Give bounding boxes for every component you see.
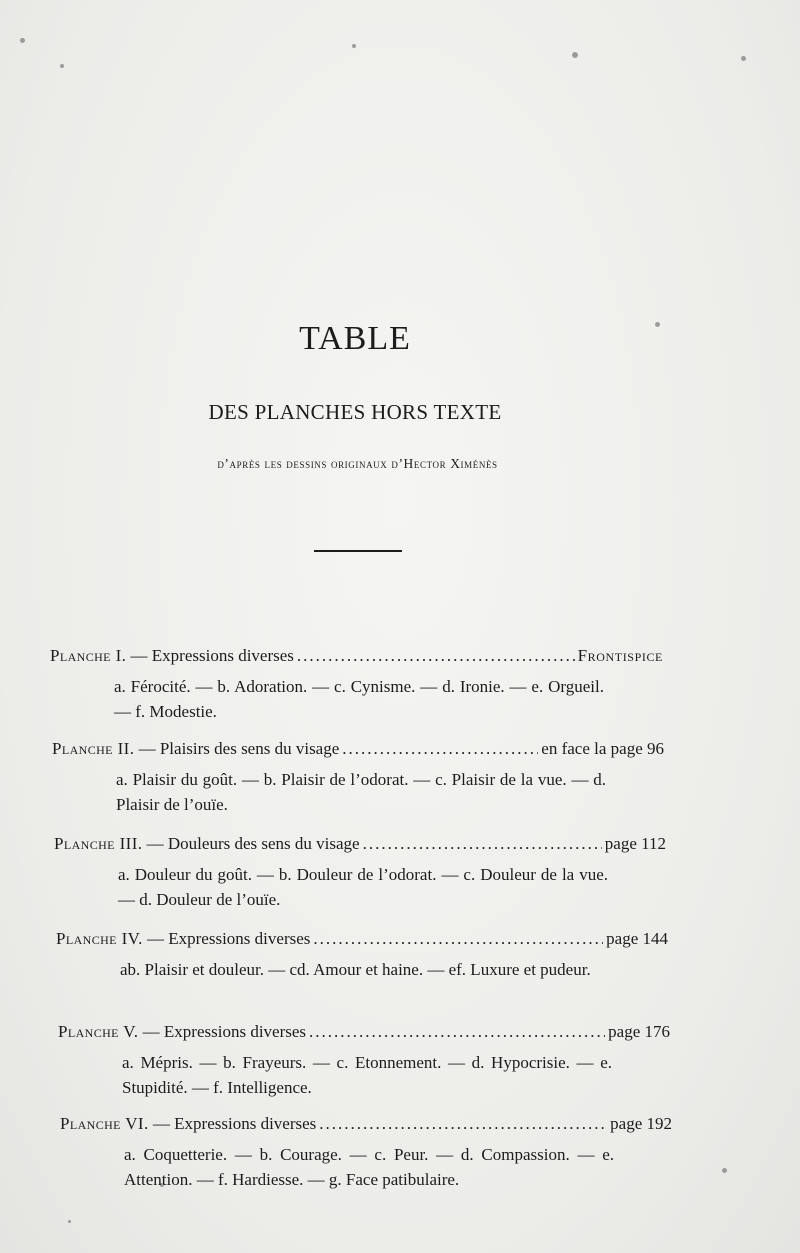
- paper-speck: [741, 56, 746, 61]
- paper-speck: [20, 38, 25, 43]
- plate-description: ab. Plaisir et douleur. — cd. Amour et haine. — ef. Luxure et pudeur.: [120, 960, 591, 979]
- dot-leader: [297, 645, 575, 667]
- paper-speck: [572, 52, 578, 58]
- plate-subject: — Douleurs des sens du visage: [146, 834, 360, 853]
- dot-leader: [363, 833, 602, 855]
- plate-subject: — Expressions diverses: [152, 1114, 317, 1133]
- page-byline: d’après les dessins originaux d’Hector Ximénès: [217, 456, 498, 471]
- entry-heading: [56, 928, 668, 950]
- dot-leader: [342, 738, 538, 760]
- page-reference: page 176: [608, 1022, 670, 1041]
- entry-heading: [50, 645, 663, 667]
- paper-speck: [722, 1168, 727, 1173]
- plate-subject: — Plaisirs des sens du visage: [138, 739, 340, 758]
- page-reference: Frontispice: [577, 646, 663, 665]
- plate-label: Planche VI.: [60, 1114, 149, 1133]
- plate-description: a. Douleur du goût. — b. Douleur de l’odorat. — c. Douleur de la vue. — d. Douleur de l’ouïe.: [118, 865, 608, 909]
- plate-label: Planche II.: [52, 739, 135, 758]
- plate-subject: — Expressions diverses: [142, 1022, 307, 1041]
- plate-description: a. Mépris. — b. Frayeurs. — c. Etonnement. — d. Hypocrisie. — e. Stupidité. — f. Intelligence.: [122, 1053, 612, 1097]
- list-item: [50, 645, 663, 724]
- plate-label: Planche III.: [54, 834, 143, 853]
- paper-speck: [60, 64, 64, 68]
- plate-label: Planche IV.: [56, 929, 143, 948]
- list-item: [56, 928, 668, 982]
- list-item: [60, 1113, 672, 1192]
- plate-subject: — Expressions diverses: [147, 929, 311, 948]
- page-reference: en face la page 96: [541, 739, 664, 758]
- plate-description: a. Férocité. — b. Adoration. — c. Cynisme. — d. Ironie. — e. Orgueil. — f. Modestie.: [114, 677, 604, 721]
- paper-speck: [68, 1220, 71, 1223]
- dot-leader: [313, 928, 603, 950]
- entry-heading: [58, 1021, 670, 1043]
- list-item: [54, 833, 666, 912]
- page-reference: page 112: [604, 834, 666, 853]
- list-item: [58, 1021, 670, 1100]
- plate-label: Planche V.: [58, 1022, 139, 1041]
- list-item: [52, 738, 664, 817]
- plate-subject: — Expressions diverses: [130, 646, 294, 665]
- plate-description: a. Plaisir du goût. — b. Plaisir de l’odorat. — c. Plaisir de la vue. — d. Plaisir de l’ouïe.: [116, 770, 606, 814]
- entry-heading: [60, 1113, 672, 1135]
- dot-leader: [319, 1113, 607, 1135]
- page-reference: page 192: [610, 1114, 672, 1133]
- bleed-through-texture: [40, 90, 740, 320]
- entry-heading: [54, 833, 666, 855]
- paper-speck: [352, 44, 356, 48]
- page-reference: page 144: [606, 929, 668, 948]
- entry-heading: [52, 738, 664, 760]
- plate-description: a. Coquetterie. — b. Courage. — c. Peur. — d. Compassion. — e. Attention. — f. Hardiesse. — g. Face patibulaire.: [124, 1145, 614, 1189]
- page-subtitle: DES PLANCHES HORS TEXTE: [208, 400, 502, 424]
- divider-rule: [314, 550, 402, 552]
- plate-label: Planche I.: [50, 646, 127, 665]
- page-title: TABLE: [299, 320, 411, 357]
- dot-leader: [309, 1021, 605, 1043]
